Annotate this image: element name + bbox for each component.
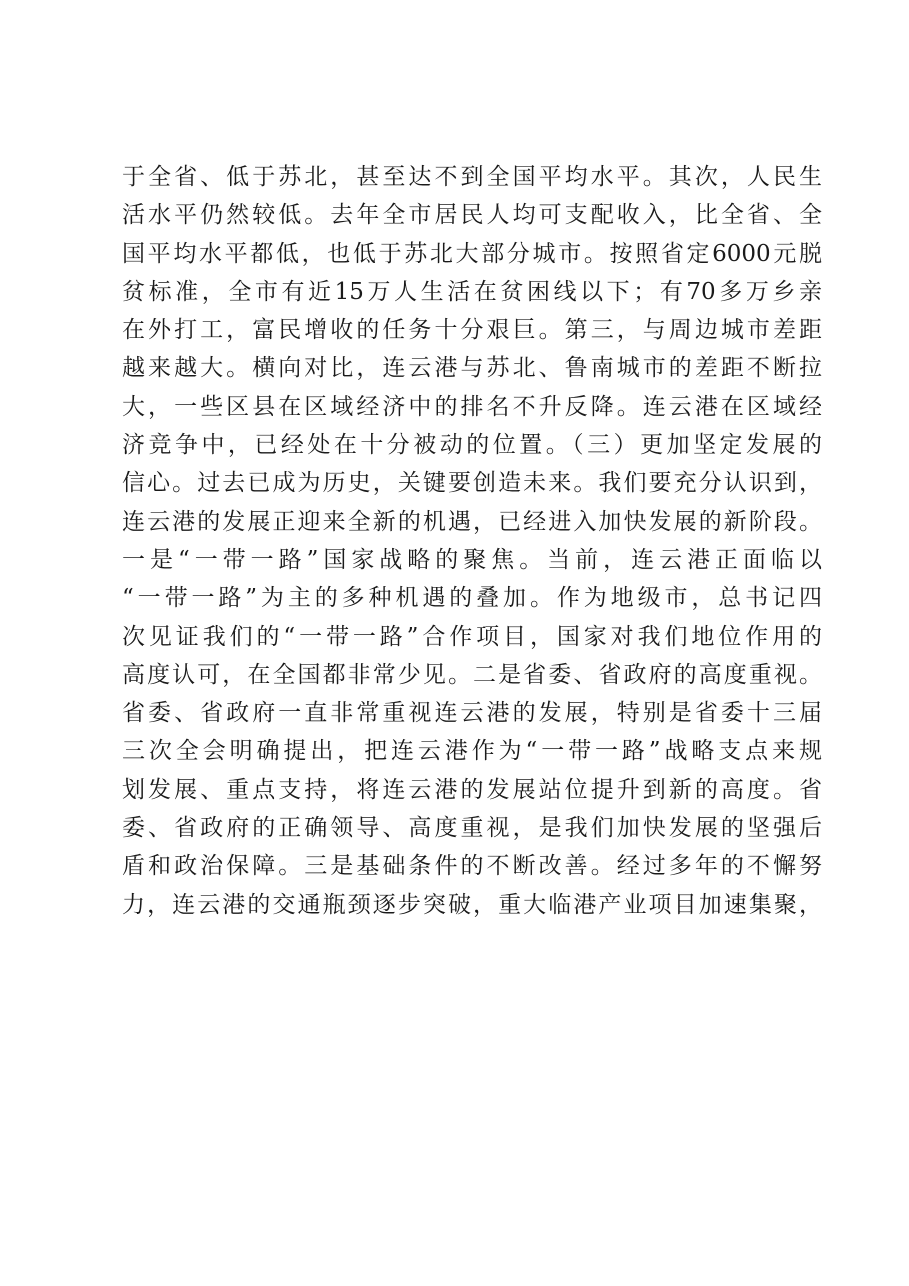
text-line: 大，一些区县在区域经济中的排名不升反降。连云港在区域经 <box>122 393 822 420</box>
text-line: 一是“一带一路”国家战略的聚焦。当前，连云港正面临以 <box>122 546 822 573</box>
text-line: 济竞争中，已经处在十分被动的位置。（三）更加坚定发展的 <box>122 432 822 459</box>
text-line: 盾和政治保障。三是基础条件的不断改善。经过多年的不懈努 <box>122 853 822 880</box>
text-line: 越来越大。横向对比，连云港与苏北、鲁南城市的差距不断拉 <box>122 355 822 382</box>
text-line: 国平均水平都低，也低于苏北大部分城市。按照省定6000元脱 <box>122 240 822 267</box>
text-line: 委、省政府的正确领导、高度重视，是我们加快发展的坚强后 <box>122 815 822 842</box>
text-line: 在外打工，富民增收的任务十分艰巨。第三，与周边城市差距 <box>122 317 822 344</box>
text-line: 连云港的发展正迎来全新的机遇，已经进入加快发展的新阶段。 <box>122 508 822 535</box>
text-line: 省委、省政府一直非常重视连云港的发展，特别是省委十三届 <box>122 700 822 727</box>
text-line: 高度认可，在全国都非常少见。二是省委、省政府的高度重视。 <box>122 661 822 688</box>
text-line: 活水平仍然较低。去年全市居民人均可支配收入，比全省、全 <box>122 202 822 229</box>
text-line: 力，连云港的交通瓶颈逐步突破，重大临港产业项目加速集聚， <box>122 891 822 918</box>
text-line: 划发展、重点支持，将连云港的发展站位提升到新的高度。省 <box>122 776 822 803</box>
text-line: 信心。过去已成为历史，关键要创造未来。我们要充分认识到， <box>122 470 822 497</box>
text-line: “一带一路”为主的多种机遇的叠加。作为地级市，总书记四 <box>122 585 822 612</box>
body-text <box>122 158 822 924</box>
text-line: 于全省、低于苏北，甚至达不到全国平均水平。其次，人民生 <box>122 164 822 190</box>
text-line: 贫标准，全市有近15万人生活在贫困线以下；有70多万乡亲 <box>122 278 822 305</box>
text-line: 三次全会明确提出，把连云港作为“一带一路”战略支点来规 <box>122 738 822 765</box>
text-line: 次见证我们的“一带一路”合作项目，国家对我们地位作用的 <box>122 623 822 650</box>
